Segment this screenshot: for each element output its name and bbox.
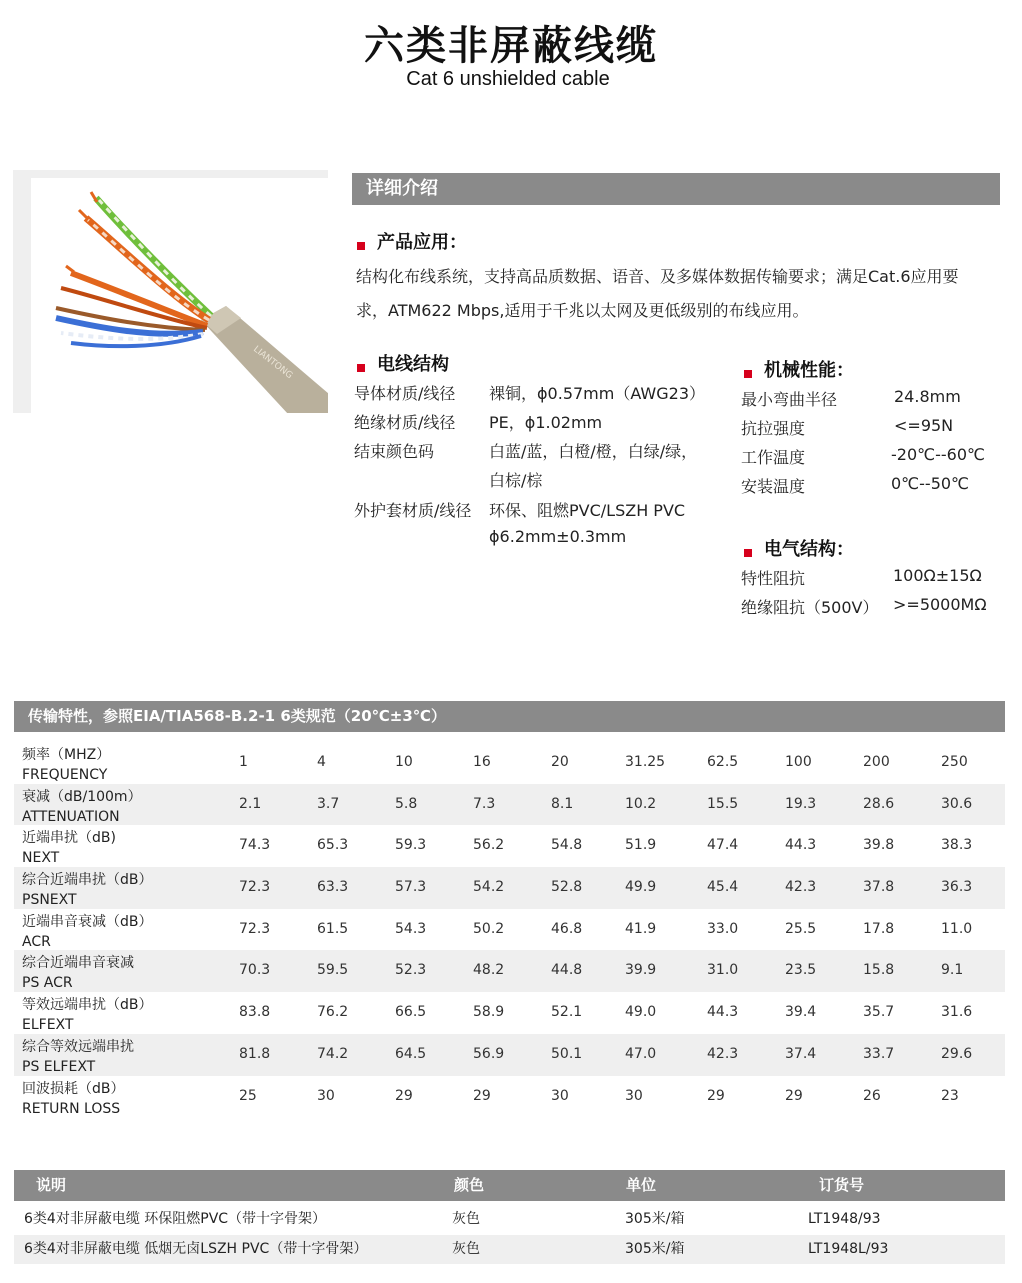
transmission-row-label	[22, 828, 116, 868]
mechanical-value: <=95N	[894, 416, 954, 435]
cable-illustration	[31, 178, 328, 413]
transmission-cell: 49.0	[625, 1004, 657, 1021]
electrical-heading	[744, 535, 854, 561]
electrical-value: >=5000MΩ	[893, 595, 987, 614]
transmission-cell: 25	[239, 1087, 257, 1104]
transmission-cell: 59.5	[317, 962, 349, 979]
row-label-en: PS ELFEXT	[22, 1058, 96, 1075]
transmission-cell: 20	[551, 754, 569, 770]
detail-section-header	[352, 173, 1000, 205]
order-description: 6类4对非屏蔽电缆 低烟无卤LSZH PVC（带十字骨架）	[24, 1241, 368, 1257]
bullet-icon	[357, 242, 365, 250]
structure-value: 裸铜，ϕ0.57mm（AWG23）	[489, 384, 706, 403]
transmission-row	[14, 950, 1005, 992]
transmission-cell: 52.3	[395, 962, 427, 979]
detail-section-title: 详细介绍	[366, 178, 438, 199]
order-color: 灰色	[452, 1241, 480, 1257]
transmission-row-label	[22, 995, 153, 1035]
transmission-cell: 38.3	[941, 837, 973, 854]
transmission-table	[14, 742, 1005, 1117]
transmission-cell: 61.5	[317, 920, 349, 937]
transmission-row-label	[22, 912, 153, 952]
row-label-en: NEXT	[22, 850, 60, 867]
transmission-cell: 36.3	[941, 879, 973, 896]
structure-value: 白棕/棕	[489, 471, 543, 490]
transmission-cell: 28.6	[863, 795, 895, 812]
transmission-row	[14, 825, 1005, 867]
transmission-cell: 29.6	[941, 1045, 973, 1062]
transmission-cell: 31.25	[625, 754, 666, 770]
row-label-cn: 等效远端串扰（dB）	[22, 997, 153, 1014]
transmission-cell: 63.3	[317, 879, 349, 896]
structure-key: 导体材质/线径	[354, 384, 456, 403]
row-label-en: PS ACR	[22, 975, 73, 992]
transmission-row-label	[22, 787, 142, 827]
transmission-cell: 200	[863, 754, 890, 770]
transmission-cell: 44.3	[707, 1004, 739, 1021]
structure-value: 环保、阻燃PVC/LSZH PVC	[489, 501, 686, 520]
transmission-cell: 46.8	[551, 920, 583, 937]
transmission-cell: 29	[707, 1087, 725, 1104]
transmission-cell: 54.8	[551, 837, 583, 854]
transmission-cell: 31.6	[941, 1004, 973, 1021]
transmission-cell: 19.3	[785, 795, 817, 812]
mechanical-title: 机械性能：	[764, 360, 854, 381]
order-header-description: 说明	[36, 1176, 67, 1194]
order-header-unit: 单位	[626, 1176, 657, 1194]
transmission-cell: 66.5	[395, 1004, 427, 1021]
transmission-row-label	[22, 745, 110, 785]
transmission-row	[14, 1076, 1005, 1118]
transmission-cell: 51.9	[625, 837, 657, 854]
order-table-header	[14, 1170, 1005, 1201]
transmission-row-label	[22, 870, 153, 910]
row-label-cn: 衰减（dB/100m）	[22, 788, 142, 805]
transmission-row	[14, 909, 1005, 951]
transmission-cell: 15.5	[707, 795, 739, 812]
page-title: 六类非屏蔽线缆	[364, 23, 658, 69]
transmission-section-title: 传输特性，参照EIA/TIA568-B.2-1 6类规范（20℃±3℃）	[28, 707, 446, 725]
application-text-line-1: 结构化布线系统，支持高品质数据、语音、及多媒体数据传输要求；满足Cat.6应用要	[356, 267, 959, 286]
structure-value: PE，ϕ1.02mm	[489, 413, 603, 432]
row-label-cn: 综合等效远端串扰	[22, 1038, 134, 1055]
transmission-cell: 72.3	[239, 920, 271, 937]
order-unit: 305米/箱	[625, 1241, 685, 1257]
order-header-color: 颜色	[454, 1176, 485, 1194]
transmission-cell: 9.1	[941, 962, 964, 979]
transmission-cell: 4	[317, 754, 326, 770]
transmission-cell: 29	[395, 1087, 413, 1104]
structure-heading	[357, 350, 449, 376]
transmission-cell: 54.3	[395, 920, 427, 937]
transmission-cell: 44.8	[551, 962, 583, 979]
transmission-row	[14, 784, 1005, 826]
transmission-row-label	[22, 1079, 125, 1119]
transmission-row	[14, 1034, 1005, 1076]
mechanical-key: 工作温度	[741, 448, 806, 467]
transmission-cell: 30.6	[941, 795, 973, 812]
bullet-icon	[357, 364, 365, 372]
transmission-cell: 3.7	[317, 795, 340, 812]
application-heading	[357, 228, 467, 254]
transmission-cell: 30	[625, 1087, 643, 1104]
transmission-cell: 48.2	[473, 962, 505, 979]
transmission-cell: 33.7	[863, 1045, 895, 1062]
row-label-cn: 综合近端串音衰减	[22, 955, 134, 972]
transmission-cell: 65.3	[317, 837, 349, 854]
mechanical-heading	[744, 356, 854, 382]
application-title: 产品应用：	[377, 232, 467, 253]
transmission-row-label	[22, 1037, 134, 1077]
transmission-cell: 37.4	[785, 1045, 817, 1062]
row-label-en: PSNEXT	[22, 892, 77, 909]
structure-value: 白蓝/蓝，白橙/橙，白绿/绿，	[489, 442, 698, 461]
transmission-cell: 23	[941, 1087, 959, 1104]
transmission-cell: 31.0	[707, 962, 739, 979]
transmission-cell: 47.0	[625, 1045, 657, 1062]
transmission-cell: 74.3	[239, 837, 271, 854]
transmission-cell: 26	[863, 1087, 881, 1104]
transmission-cell: 16	[473, 754, 491, 770]
transmission-cell: 25.5	[785, 920, 817, 937]
transmission-cell: 23.5	[785, 962, 817, 979]
transmission-cell: 10.2	[625, 795, 657, 812]
order-number: LT1948/93	[808, 1211, 881, 1227]
transmission-cell: 81.8	[239, 1045, 271, 1062]
structure-key: 结束颜色码	[354, 442, 435, 461]
transmission-cell: 45.4	[707, 879, 739, 896]
structure-key: 绝缘材质/线径	[354, 413, 456, 432]
transmission-cell: 2.1	[239, 795, 262, 812]
transmission-cell: 49.9	[625, 879, 657, 896]
transmission-cell: 74.2	[317, 1045, 349, 1062]
row-label-en: RETURN LOSS	[22, 1100, 121, 1117]
structure-value: ϕ6.2mm±0.3mm	[489, 527, 627, 546]
order-number: LT1948L/93	[808, 1241, 889, 1257]
transmission-cell: 30	[317, 1087, 335, 1104]
mechanical-key: 最小弯曲半径	[741, 390, 838, 409]
order-row	[14, 1235, 1005, 1264]
transmission-cell: 52.8	[551, 879, 583, 896]
transmission-cell: 15.8	[863, 962, 895, 979]
mechanical-key: 抗拉强度	[741, 419, 806, 438]
transmission-cell: 72.3	[239, 879, 271, 896]
transmission-cell: 7.3	[473, 795, 496, 812]
transmission-cell: 42.3	[785, 879, 817, 896]
transmission-cell: 54.2	[473, 879, 505, 896]
electrical-value: 100Ω±15Ω	[893, 566, 982, 585]
structure-title: 电线结构	[377, 354, 449, 375]
transmission-row	[14, 992, 1005, 1034]
transmission-cell: 29	[785, 1087, 803, 1104]
transmission-cell: 50.2	[473, 920, 505, 937]
transmission-cell: 100	[785, 754, 812, 770]
transmission-cell: 39.8	[863, 837, 895, 854]
row-label-en: ACR	[22, 933, 51, 950]
electrical-key: 特性阻抗	[741, 569, 806, 588]
transmission-cell: 70.3	[239, 962, 271, 979]
bullet-icon	[744, 549, 752, 557]
structure-key: 外护套材质/线径	[354, 501, 472, 520]
row-label-cn: 近端串音衰减（dB）	[22, 913, 153, 930]
order-description: 6类4对非屏蔽电缆 环保阻燃PVC（带十字骨架）	[24, 1211, 327, 1227]
transmission-cell: 42.3	[707, 1045, 739, 1062]
transmission-section-header	[14, 701, 1005, 732]
bullet-icon	[744, 370, 752, 378]
order-row	[14, 1205, 1005, 1234]
transmission-cell: 50.1	[551, 1045, 583, 1062]
transmission-cell: 58.9	[473, 1004, 505, 1021]
transmission-cell: 30	[551, 1087, 569, 1104]
transmission-row	[14, 867, 1005, 909]
row-label-en: ELFEXT	[22, 1017, 74, 1034]
transmission-cell: 39.9	[625, 962, 657, 979]
transmission-cell: 76.2	[317, 1004, 349, 1021]
transmission-row-label	[22, 953, 134, 993]
mechanical-key: 安装温度	[741, 477, 806, 496]
page-subtitle: Cat 6 unshielded cable	[406, 68, 610, 90]
order-header-order-number: 订货号	[819, 1176, 865, 1194]
transmission-cell: 56.9	[473, 1045, 505, 1062]
mechanical-value: -20℃--60℃	[891, 445, 985, 464]
row-label-cn: 频率（MHZ）	[22, 747, 111, 763]
transmission-cell: 41.9	[625, 920, 657, 937]
row-label-en: FREQUENCY	[22, 767, 108, 783]
transmission-cell: 52.1	[551, 1004, 583, 1021]
transmission-cell: 56.2	[473, 837, 505, 854]
transmission-cell: 39.4	[785, 1004, 817, 1021]
transmission-cell: 62.5	[707, 754, 739, 770]
mechanical-value: 0℃--50℃	[891, 474, 970, 493]
transmission-cell: 33.0	[707, 920, 739, 937]
transmission-cell: 5.8	[395, 795, 418, 812]
transmission-cell: 29	[473, 1087, 491, 1104]
row-label-en: ATTENUATION	[22, 808, 120, 825]
order-unit: 305米/箱	[625, 1211, 685, 1227]
order-color: 灰色	[452, 1211, 480, 1227]
cable-brand-print: LIANTONG	[251, 344, 295, 382]
row-label-cn: 综合近端串扰（dB）	[22, 872, 153, 889]
transmission-cell: 59.3	[395, 837, 427, 854]
row-label-cn: 近端串扰（dB)	[22, 830, 116, 847]
row-label-cn: 回波损耗（dB）	[22, 1080, 125, 1097]
electrical-key: 绝缘阻抗（500V）	[741, 598, 879, 617]
transmission-cell: 8.1	[551, 795, 574, 812]
mechanical-value: 24.8mm	[894, 387, 961, 406]
transmission-cell: 1	[239, 754, 248, 770]
transmission-cell: 11.0	[941, 920, 973, 937]
product-image	[13, 170, 328, 413]
transmission-cell: 83.8	[239, 1004, 271, 1021]
transmission-cell: 37.8	[863, 879, 895, 896]
transmission-cell: 250	[941, 754, 968, 770]
electrical-title: 电气结构：	[764, 539, 854, 560]
transmission-cell: 57.3	[395, 879, 427, 896]
transmission-cell: 17.8	[863, 920, 895, 937]
transmission-row	[14, 742, 1005, 784]
transmission-cell: 47.4	[707, 837, 739, 854]
transmission-cell: 64.5	[395, 1045, 427, 1062]
transmission-cell: 35.7	[863, 1004, 895, 1021]
application-text-line-2: 求，ATM622 Mbps,适用于千兆以太网及更低级别的布线应用。	[356, 301, 809, 320]
transmission-cell: 44.3	[785, 837, 817, 854]
transmission-cell: 10	[395, 754, 413, 770]
